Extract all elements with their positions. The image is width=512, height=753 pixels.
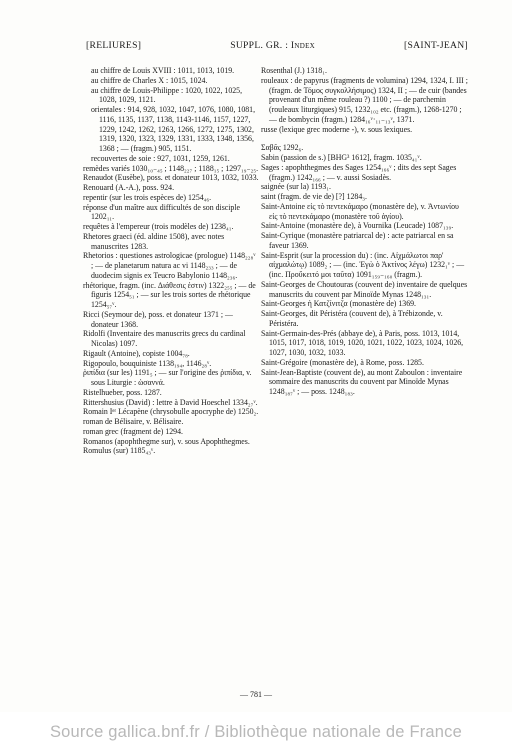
index-entry: saint (fragm. de vie de) [?] 1284₃.	[261, 192, 367, 201]
source-footer: Source gallica.bnf.fr / Bibliothèque nationale de France	[0, 712, 512, 753]
index-entry: Saint-Esprit (sur la procession du) : (inc. Αἰχμάλωτοι παρ' αἰχμαλώτῳ) 1089₂ ; — (inc. Ἐγὼ ὁ Ἀκτίνος λέγω) 1232₁ᵛ ; — (inc. Προὔκειτό μοι ταῦτα) 1091₁₅₉₋₁₆₀ (fragm.).	[261, 250, 465, 279]
index-entry: Saint-Antoine (monastère de), à Vournika (Leucade) 1087₁₃₉.	[261, 221, 454, 231]
page-number: — 781 —	[240, 690, 272, 699]
index-entry: Saint-Grégoire (monastère de), à Rome, poss. 1285.	[261, 357, 424, 367]
index-entry: recouvertes de soie : 927, 1031, 1259, 1261.	[91, 153, 230, 163]
index-entry: remèdes variés 1030₁₀₋₄₅ ; 1148₂₂₇ ; 1188₁₅ ; 1297₁₉₋₂₅.	[83, 163, 259, 173]
index-entry: Rhetores graeci (éd. aldine 1508), avec notes manuscrites 1283.	[83, 231, 225, 251]
header-left: [RELIURES]	[86, 40, 142, 51]
index-entry: Sabin (passion de s.) [BHG³ 1612], fragm. 1035₄₁ᵛ.	[261, 153, 422, 162]
header-right: [SAINT-JEAN]	[403, 40, 468, 51]
index-entry: Rigault (Antoine), copiste 1004₇₈.	[83, 348, 190, 358]
index-entry: Renaudot (Eusèbe), poss. et donateur 1013, 1032, 1033.	[83, 173, 259, 183]
index-entry: Rittershusius (David) : lettre à David Hoeschel 1334₂₇ᵛ.	[83, 397, 258, 407]
index-entry: Saint-Cyrique (monastère patriarcal de) : acte patriarcal en sa faveur 1369.	[261, 231, 454, 250]
index-entry: Rosenthal (J.) 1318₁.	[261, 66, 327, 75]
index-entry: saignée (sur la) 1193₁.	[261, 182, 331, 192]
index-entry: Saint-Jean-Baptiste (couvent de), au mont Zaboulon : inventaire sommaire des manuscrits du couvent par Minoïde Mynas 1248₁₈₇ᵛ ; — poss. 1248₁₈₃.	[261, 367, 463, 396]
index-entry: réponse d'un maître aux difficultés de son disciple 1202₁₁.	[83, 202, 241, 222]
index-entry: Renouard (A.-A.), poss. 924.	[83, 183, 175, 192]
index-entry: Saint-Antoine εἰς τὸ πεντεκάμαρο (monastère de), v. Ἀντωνίου εἰς τὸ πεντεκάμαρο (monastère τοῦ ἁγίου).	[261, 201, 459, 221]
index-entry: Ridolfi (Inventaire des manuscrits grecs du cardinal Nicolas) 1097.	[83, 329, 246, 348]
index-entry: rouleaux : de papyrus (fragments de volumina) 1294, 1324, I. III ; (fragm. de Τόμος συγκολλήσιμος) 1324, II ; — de cuir (bandes provenant d'un même rouleau ?) 1100 ; — de parchemin (rouleaux liturgiques) 915, 1232₁₀₂ etc. (fragm.), 1268-1270 ; — de bombycin (fragm.) 1284₁₆ᵛ·₁₁₋₁₃ᵛ, 1371.	[261, 75, 468, 124]
index-entry: Romanos (apophthegme sur), v. sous Apophthegmes.	[83, 436, 250, 446]
index-entry: Σαβᾶς 1292₆.	[261, 143, 304, 153]
right-column	[261, 66, 468, 397]
index-entry: roman grec (fragment de) 1294.	[83, 426, 183, 436]
index-entry: Rhetorios : questiones astrologicae (prologue) 1148₂₂₈ᵛ ; — de planetarum natura ac vi 1148₂₃₃ ; — de duodecim signis ex Teucro Babylonio 1148₂₃₆.	[83, 251, 256, 280]
index-entry: Ricci (Seymour de), poss. et donateur 1371 ; — donateur 1368.	[83, 309, 233, 329]
index-entry: Sages : apophthegmes des Sages 1254₁₆₆ᵛ ; dits des sept Sages (fragm.) 1242₁₆₆ ; — v. aussi Sosiadès.	[261, 162, 457, 182]
index-entry: au chiffre de Louis-Philippe : 1020, 1022, 1025, 1028, 1029, 1121.	[91, 85, 243, 105]
index-entry: russe (lexique grec moderne -), v. sous lexiques.	[261, 124, 413, 134]
index-entry: Saint-Georges de Choutouras (couvent de) inventaire de quelques manuscrits du couvent par Minoïde Mynas 1248₁₃₁.	[261, 279, 468, 299]
index-entry: au chiffre de Louis XVIII : 1011, 1013, 1019.	[91, 66, 235, 75]
index-entry: Ristelhueber, poss. 1287.	[83, 387, 162, 397]
index-entry: Romulus (sur) 1185₄₃ᵛ.	[83, 446, 156, 456]
index-entry: rhétorique, fragm. (inc. Διάθεσις ἐστιν) 1322₂₅₅ ; — de figuris 1254₅₁ ; — sur les trois sortes de rhétorique 1254₅₇ᵛ.	[83, 280, 256, 309]
index-entry: ῥιπίδια (sur les) 1191₅ ; — sur l'origine des ῥιπίδια, v. sous Liturgie : ὡσαννά.	[83, 368, 252, 387]
index-entry: au chiffre de Charles X : 1015, 1024.	[91, 75, 208, 85]
index-entry: orientales : 914, 928, 1032, 1047, 1076, 1080, 1081, 1116, 1135, 1137, 1138, 1143-1146, 1157, 1227, 1229, 1242, 1262, 1263, 1266, 1272, 1275, 1302, 1319, 1320, 1323, 1329, 1331, 1333, 1348, 1356, 1368 ; — (fragm.) 905, 1151.	[91, 105, 256, 153]
running-header	[86, 40, 468, 51]
index-entry: Saint-Georges ἡ Κατζίνιτζα (monastère de) 1369.	[261, 299, 417, 309]
index-entry: requêtes à l'empereur (trois modèles de) 1238₄₁.	[83, 222, 234, 231]
index-entry: Saint-Georges, dit Péristéra (couvent de), à Trébizonde, v. Péristéra.	[261, 309, 443, 328]
index-entry: roman de Bélisaire, v. Bélisaire.	[83, 417, 184, 426]
index-entry: Rigopoulo, bouquiniste 1138₁₉₄, 1146₂₈ᵛ.	[83, 358, 212, 368]
section-gap	[261, 134, 468, 143]
left-column	[83, 66, 259, 456]
index-entry: Romain Iᵉʳ Lécapène (chrysobulle apocryphe de) 1250₂.	[83, 407, 259, 417]
header-center: SUPPL. GR. : Index	[230, 40, 316, 51]
index-entry: repentir (sur les trois espèces de) 1254₄₆.	[83, 192, 212, 202]
index-entry: Saint-Germain-des-Prés (abbaye de), à Paris, poss. 1013, 1014, 1015, 1017, 1018, 1019, 1020, 1021, 1022, 1023, 1024, 1026, 1027, 1030, 1032, 1033.	[261, 328, 464, 357]
